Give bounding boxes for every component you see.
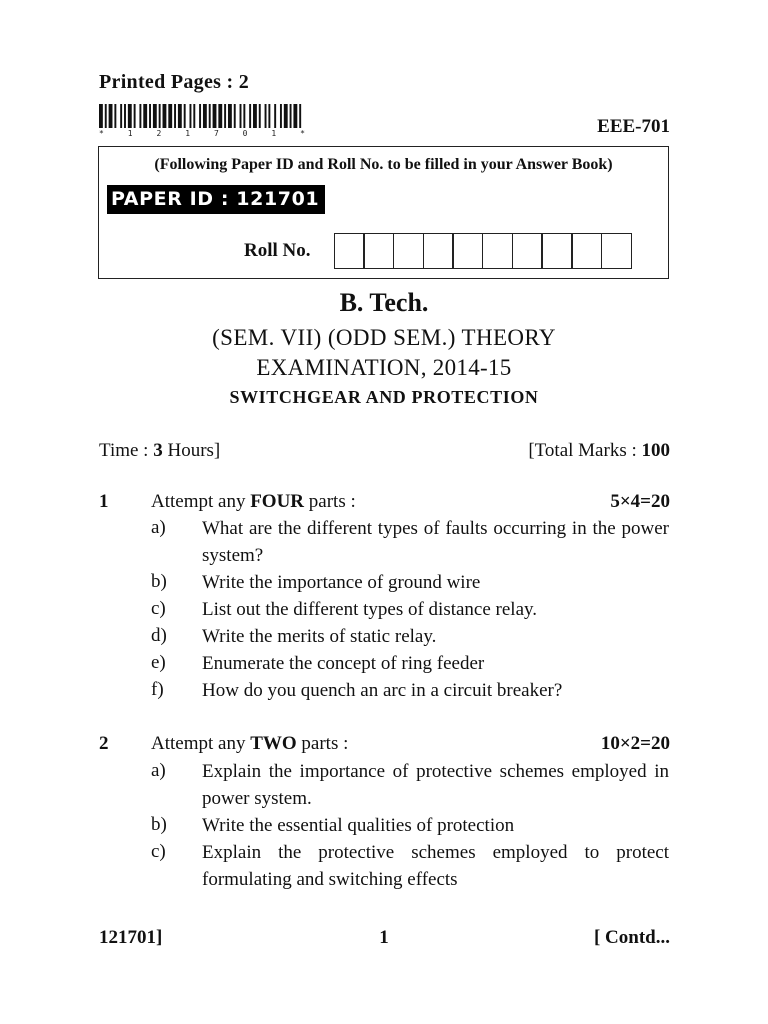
barcode-bar (114, 104, 116, 128)
examination-line: EXAMINATION, 2014-15 (256, 355, 512, 380)
barcode-bar (299, 104, 301, 128)
semester-line: (SEM. VII) (ODD SEM.) THEORY (212, 325, 556, 350)
part-label: b) (151, 571, 167, 592)
roll-number-cell (601, 233, 632, 269)
barcode-bar (189, 104, 191, 128)
instruction-text: (Following Paper ID and Roll No. to be filled in your Answer Book) (154, 156, 613, 173)
part-label: d) (151, 625, 167, 646)
barcode-bar (224, 104, 226, 128)
barcode-bar (193, 104, 195, 128)
roll-number-cell (482, 233, 513, 269)
part-text: Write the essential qualities of protection (202, 815, 515, 836)
part-text: Write the importance of ground wire (202, 572, 481, 593)
part-text: Explain the importance of protective schemes employed in power system. (202, 761, 669, 809)
part-text: List out the different types of distance relay. (202, 599, 538, 620)
time-prefix: Time : (99, 440, 154, 461)
part-label: f) (151, 679, 164, 700)
barcode-bar (163, 104, 167, 128)
part-label: e) (151, 652, 166, 673)
question-marks: 5×4=20 (610, 491, 670, 512)
barcode-bar (149, 104, 151, 128)
barcode-bar (293, 104, 297, 128)
part-label: a) (151, 760, 166, 781)
subject-title: SWITCHGEAR AND PROTECTION (229, 387, 539, 407)
barcode-bar (174, 104, 176, 128)
barcode-digits (99, 129, 305, 138)
part-text: Write the merits of static relay. (202, 626, 437, 647)
continued-label: [ Contd... (593, 927, 670, 948)
barcode-bar (184, 104, 186, 128)
question-instruction (151, 733, 348, 755)
subject-code: EEE-701 (597, 116, 670, 137)
question-number: 1 (99, 491, 109, 512)
barcode-digit: 0 (242, 129, 248, 138)
barcode-bar (99, 104, 103, 128)
barcode-bar (253, 104, 257, 128)
barcode-digit: 1 (271, 129, 277, 138)
instruction-count: FOUR (250, 491, 305, 512)
barcode-bar (228, 104, 232, 128)
barcode-bar (143, 104, 147, 128)
barcode-bar (105, 104, 107, 128)
barcode-bar (274, 104, 276, 128)
part-label: b) (151, 814, 167, 835)
question-number: 2 (99, 733, 109, 754)
barcode-digit: * (99, 129, 104, 138)
roll-number-cell (393, 233, 424, 269)
footer-paper-id: 121701] (99, 927, 163, 948)
page-number: 1 (379, 927, 389, 948)
barcode-bar (120, 104, 122, 128)
barcode-digit: 7 (213, 129, 219, 138)
roll-number-label: Roll No. (244, 240, 311, 261)
total-value: 100 (641, 440, 670, 461)
degree-title: B. Tech. (339, 288, 429, 317)
barcode-bar (128, 104, 132, 128)
time-value: 3 (153, 440, 163, 461)
roll-number-boxes (335, 233, 632, 269)
barcode-bar (265, 104, 267, 128)
roll-number-cell (512, 233, 543, 269)
part-label: a) (151, 517, 166, 538)
barcode-bar (243, 104, 245, 128)
part-text: Explain the protective schemes employed to protect formulating and switching effects (202, 842, 669, 890)
barcode-bar (290, 104, 292, 128)
barcode-bar (139, 104, 141, 128)
barcode-bar (234, 104, 236, 128)
part-label: c) (151, 598, 166, 619)
total-marks (528, 440, 670, 462)
barcode-bar (213, 104, 217, 128)
barcode-bar (159, 104, 161, 128)
roll-number-cell (541, 233, 572, 269)
paper-id-label: PAPER ID : 121701 (107, 185, 325, 214)
printed-pages-label: Printed Pages : 2 (99, 71, 250, 93)
barcode-bar (109, 104, 113, 128)
barcode-bar (124, 104, 126, 128)
barcode (99, 104, 305, 128)
instruction-lead: Attempt any (151, 733, 251, 754)
instruction-lead: Attempt any (151, 491, 251, 512)
question-instruction (151, 491, 356, 513)
roll-number-cell (423, 233, 454, 269)
barcode-digit: 1 (127, 129, 133, 138)
barcode-bar (268, 104, 270, 128)
question-marks: 10×2=20 (600, 733, 670, 754)
barcode-bar (153, 104, 157, 128)
part-text: How do you quench an arc in a circuit breaker? (202, 680, 563, 701)
barcode-bar (199, 104, 201, 128)
roll-number-cell (363, 233, 394, 269)
instruction-count: TWO (250, 733, 297, 754)
barcode-bar (280, 104, 282, 128)
part-text: Enumerate the concept of ring feeder (202, 653, 485, 674)
barcode-digit: 1 (185, 129, 191, 138)
barcode-bar (178, 104, 182, 128)
barcode-bar (218, 104, 222, 128)
roll-number-cell (334, 233, 365, 269)
roll-number-cell (452, 233, 483, 269)
barcode-bar (203, 104, 207, 128)
barcode-bar (209, 104, 211, 128)
part-text: What are the different types of faults occurring in the power system? (202, 518, 669, 566)
barcode-digit: 2 (156, 129, 162, 138)
exam-duration (99, 440, 220, 462)
barcode-bar (259, 104, 261, 128)
barcode-bar (168, 104, 172, 128)
barcode-bar (134, 104, 136, 128)
time-suffix: Hours] (162, 440, 221, 461)
paper-id-box (98, 146, 669, 279)
total-prefix: [Total Marks : (528, 440, 642, 461)
barcode-digit: * (300, 129, 305, 138)
instruction-tail: parts : (296, 733, 349, 754)
part-label: c) (151, 841, 166, 862)
barcode-bar (284, 104, 288, 128)
instruction-tail: parts : (304, 491, 356, 512)
barcode-bar (249, 104, 251, 128)
roll-number-cell (571, 233, 602, 269)
barcode-bar (240, 104, 242, 128)
